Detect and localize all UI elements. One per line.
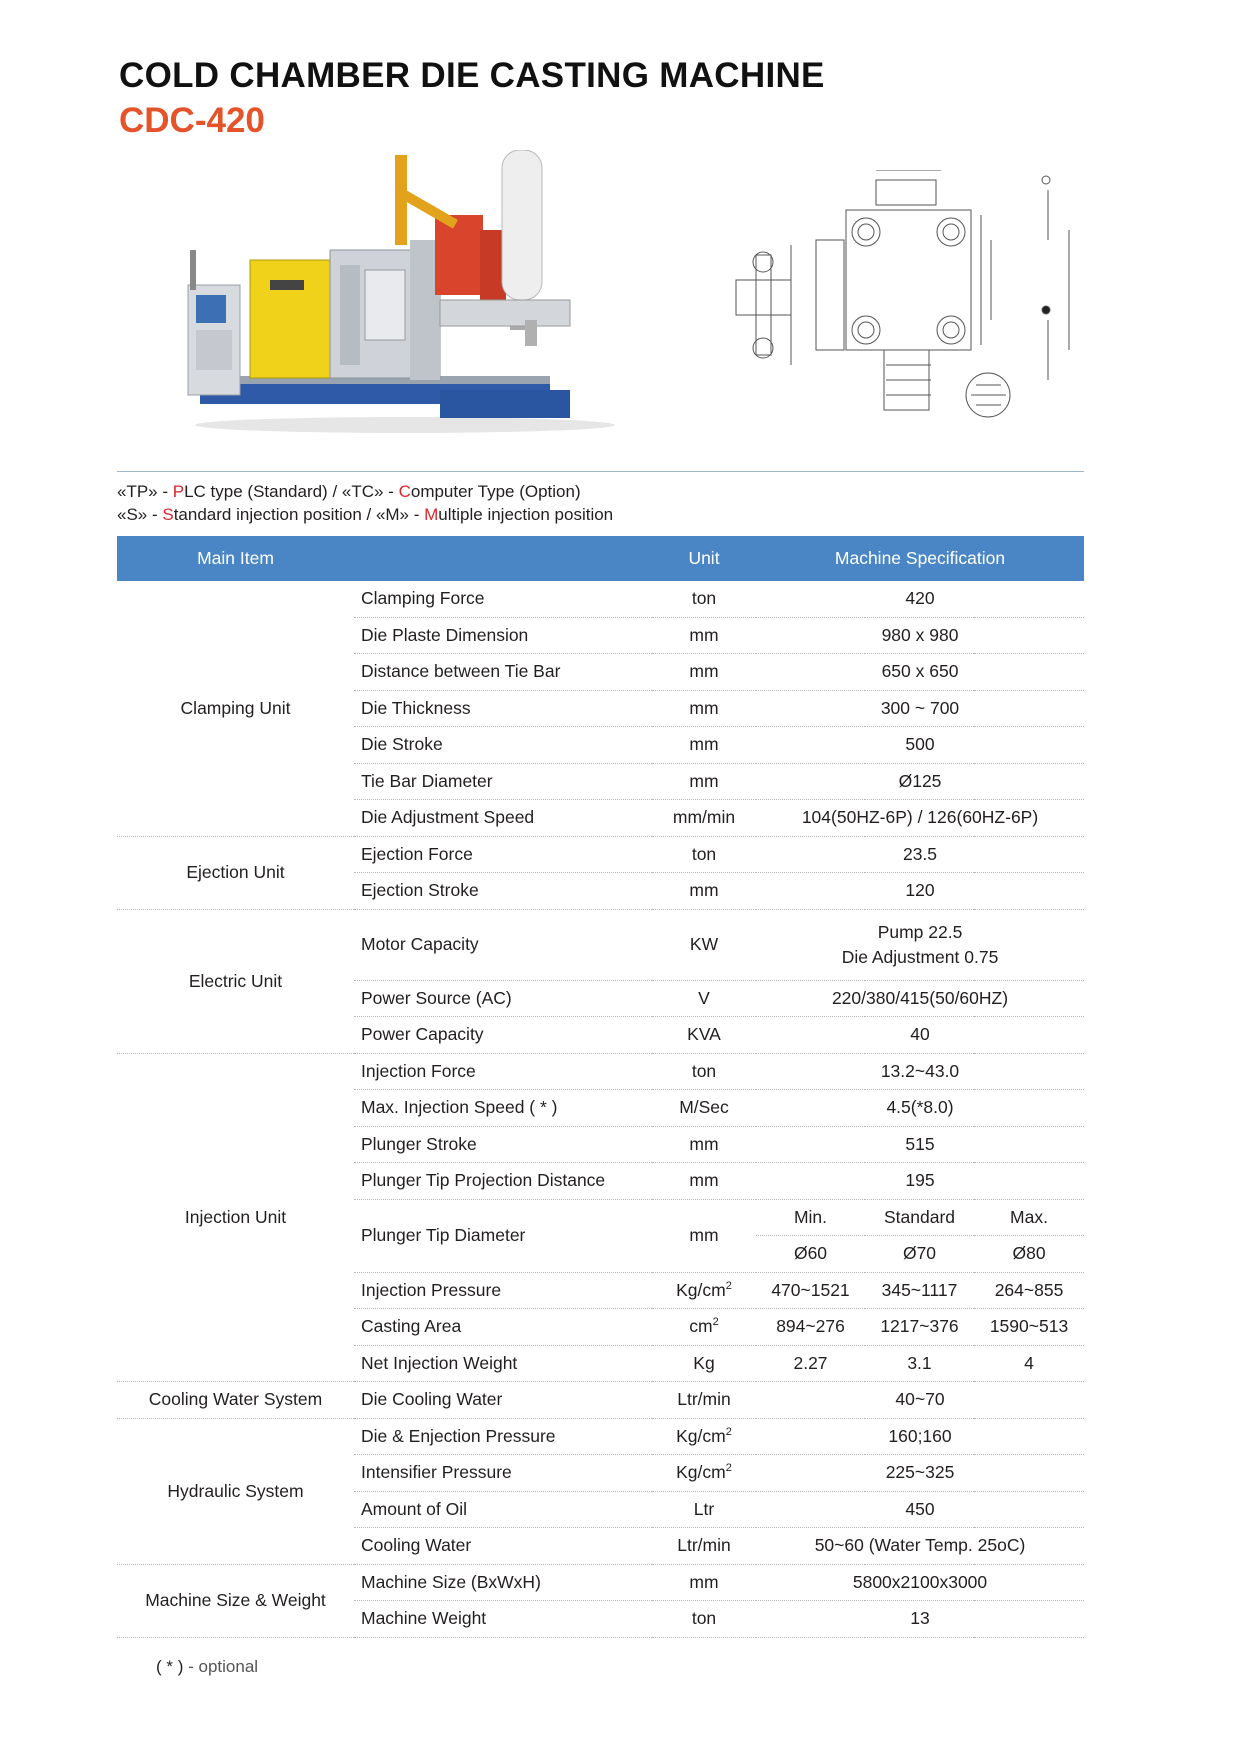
row-value: 160;160 xyxy=(756,1418,1084,1455)
row-item: Casting Area xyxy=(354,1309,652,1346)
row-unit: ton xyxy=(652,1601,756,1638)
row-unit: V xyxy=(652,980,756,1017)
row-item: Die Thickness xyxy=(354,690,652,727)
row-value: 420 xyxy=(756,581,1084,617)
row-item: Die Plaste Dimension xyxy=(354,617,652,654)
table-row xyxy=(117,1053,1084,1090)
row-item: Tie Bar Diameter xyxy=(354,763,652,800)
motor-pump-value: Pump 22.5 xyxy=(877,921,963,942)
table-row xyxy=(117,836,1084,873)
row-item: Motor Capacity xyxy=(354,909,652,980)
row-value xyxy=(756,909,1084,980)
row-unit: KVA xyxy=(652,1017,756,1054)
row-item: Machine Size (BxWxH) xyxy=(354,1564,652,1601)
row-value: 104(50HZ-6P) / 126(60HZ-6P) xyxy=(756,800,1084,837)
model-name: CDC-420 xyxy=(119,101,265,140)
row-item: Power Source (AC) xyxy=(354,980,652,1017)
row-value: Ø125 xyxy=(756,763,1084,800)
group-cooling-water-system: Cooling Water System xyxy=(117,1382,354,1419)
row-value: 120 xyxy=(756,873,1084,910)
table-header-row xyxy=(117,536,1084,581)
row-item: Injection Force xyxy=(354,1053,652,1090)
row-unit: mm xyxy=(652,690,756,727)
row-unit: mm xyxy=(652,1199,756,1272)
value-min: 894~276 xyxy=(756,1309,865,1346)
value-max: Ø80 xyxy=(974,1236,1084,1273)
group-injection-unit: Injection Unit xyxy=(117,1053,354,1382)
row-unit: ton xyxy=(652,581,756,617)
row-value: 13 xyxy=(756,1601,1084,1638)
row-item: Cooling Water xyxy=(354,1528,652,1565)
row-item: Power Capacity xyxy=(354,1017,652,1054)
value-max: 264~855 xyxy=(974,1272,1084,1309)
row-unit: mm xyxy=(652,763,756,800)
row-item: Distance between Tie Bar xyxy=(354,654,652,691)
table-row xyxy=(117,909,1084,980)
row-item: Plunger Tip Diameter xyxy=(354,1199,652,1272)
motor-die-adjust-value: Die Adjustment 0.75 xyxy=(841,946,999,967)
value-max: 4 xyxy=(974,1345,1084,1382)
row-unit: M/Sec xyxy=(652,1090,756,1127)
row-value: 300 ~ 700 xyxy=(756,690,1084,727)
value-min: 2.27 xyxy=(756,1345,865,1382)
row-value: 980 x 980 xyxy=(756,617,1084,654)
row-unit: $cm^2$ xyxy=(652,1309,756,1346)
row-item: Die Cooling Water xyxy=(354,1382,652,1419)
row-unit: mm xyxy=(652,873,756,910)
legend-controller-type: «TP» - PLC type (Standard) / «TC» - Computer Type (Option) xyxy=(117,482,581,501)
row-item: Plunger Tip Projection Distance xyxy=(354,1163,652,1200)
row-unit: $Kg/cm^2$ xyxy=(652,1418,756,1455)
row-value: 5800x2100x3000 xyxy=(756,1564,1084,1601)
row-item: Die & Enjection Pressure xyxy=(354,1418,652,1455)
row-value: 4.5(*8.0) xyxy=(756,1090,1084,1127)
row-value: 40~70 xyxy=(756,1382,1084,1419)
table-row xyxy=(117,1564,1084,1601)
group-hydraulic-system: Hydraulic System xyxy=(117,1418,354,1564)
row-item: Clamping Force xyxy=(354,581,652,617)
subheader-min: Min. xyxy=(756,1199,865,1236)
value-standard: 345~1117 xyxy=(865,1272,974,1309)
footnote: ( * ) - optional xyxy=(156,1657,259,1676)
value-max: 1590~513 xyxy=(974,1309,1084,1346)
row-item: Ejection Stroke xyxy=(354,873,652,910)
row-value: 220/380/415(50/60HZ) xyxy=(756,980,1084,1017)
die-plate-drawing xyxy=(726,170,1072,438)
row-unit: KW xyxy=(652,909,756,980)
specification-table xyxy=(117,536,1084,1638)
group-ejection-unit: Ejection Unit xyxy=(117,836,354,909)
group-electric-unit: Electric Unit xyxy=(117,909,354,1053)
value-min: Ø60 xyxy=(756,1236,865,1273)
divider xyxy=(117,471,1084,472)
row-unit: ton xyxy=(652,1053,756,1090)
machine-photo xyxy=(180,150,630,440)
row-unit: mm xyxy=(652,1126,756,1163)
row-unit: Kg xyxy=(652,1345,756,1382)
row-unit: mm xyxy=(652,654,756,691)
row-item: Net Injection Weight xyxy=(354,1345,652,1382)
row-unit: mm xyxy=(652,617,756,654)
row-item: Machine Weight xyxy=(354,1601,652,1638)
header-main-item: Main Item xyxy=(117,536,354,581)
table-row xyxy=(117,1418,1084,1455)
page-title: COLD CHAMBER DIE CASTING MACHINE xyxy=(119,56,825,95)
row-value: 40 xyxy=(756,1017,1084,1054)
row-item: Plunger Stroke xyxy=(354,1126,652,1163)
row-value: 500 xyxy=(756,727,1084,764)
row-value: 225~325 xyxy=(756,1455,1084,1492)
row-item: Injection Pressure xyxy=(354,1272,652,1309)
row-item: Die Stroke xyxy=(354,727,652,764)
row-value: 50~60 (Water Temp. 25oC) xyxy=(756,1528,1084,1565)
row-unit: ton xyxy=(652,836,756,873)
row-value: 195 xyxy=(756,1163,1084,1200)
group-machine-size-weight: Machine Size & Weight xyxy=(117,1564,354,1637)
row-item: Amount of Oil xyxy=(354,1491,652,1528)
header-unit: Unit xyxy=(652,536,756,581)
row-item: Die Adjustment Speed xyxy=(354,800,652,837)
legend-injection-position: «S» - Standard injection position / «M» - Multiple injection position xyxy=(117,505,614,524)
row-unit: $Kg/cm^2$ xyxy=(652,1272,756,1309)
row-item: Intensifier Pressure xyxy=(354,1455,652,1492)
table-row xyxy=(117,581,1084,617)
row-unit: Ltr/min xyxy=(652,1382,756,1419)
value-standard: Ø70 xyxy=(865,1236,974,1273)
row-value: 23.5 xyxy=(756,836,1084,873)
row-unit: mm xyxy=(652,727,756,764)
row-value: 650 x 650 xyxy=(756,654,1084,691)
value-standard: 3.1 xyxy=(865,1345,974,1382)
row-unit: mm xyxy=(652,1163,756,1200)
row-unit: mm xyxy=(652,1564,756,1601)
value-min: 470~1521 xyxy=(756,1272,865,1309)
row-item: Ejection Force xyxy=(354,836,652,873)
row-unit: Ltr/min xyxy=(652,1528,756,1565)
subheader-standard: Standard xyxy=(865,1199,974,1236)
header-machine-spec: Machine Specification xyxy=(756,536,1084,581)
row-item: Max. Injection Speed ( * ) xyxy=(354,1090,652,1127)
table-row xyxy=(117,1382,1084,1419)
value-standard: 1217~376 xyxy=(865,1309,974,1346)
subheader-max: Max. xyxy=(974,1199,1084,1236)
row-unit: Ltr xyxy=(652,1491,756,1528)
row-value: 13.2~43.0 xyxy=(756,1053,1084,1090)
row-unit: mm/min xyxy=(652,800,756,837)
row-value: 515 xyxy=(756,1126,1084,1163)
group-clamping-unit: Clamping Unit xyxy=(117,581,354,836)
row-unit: $Kg/cm^2$ xyxy=(652,1455,756,1492)
header-item xyxy=(354,536,652,581)
row-value: 450 xyxy=(756,1491,1084,1528)
